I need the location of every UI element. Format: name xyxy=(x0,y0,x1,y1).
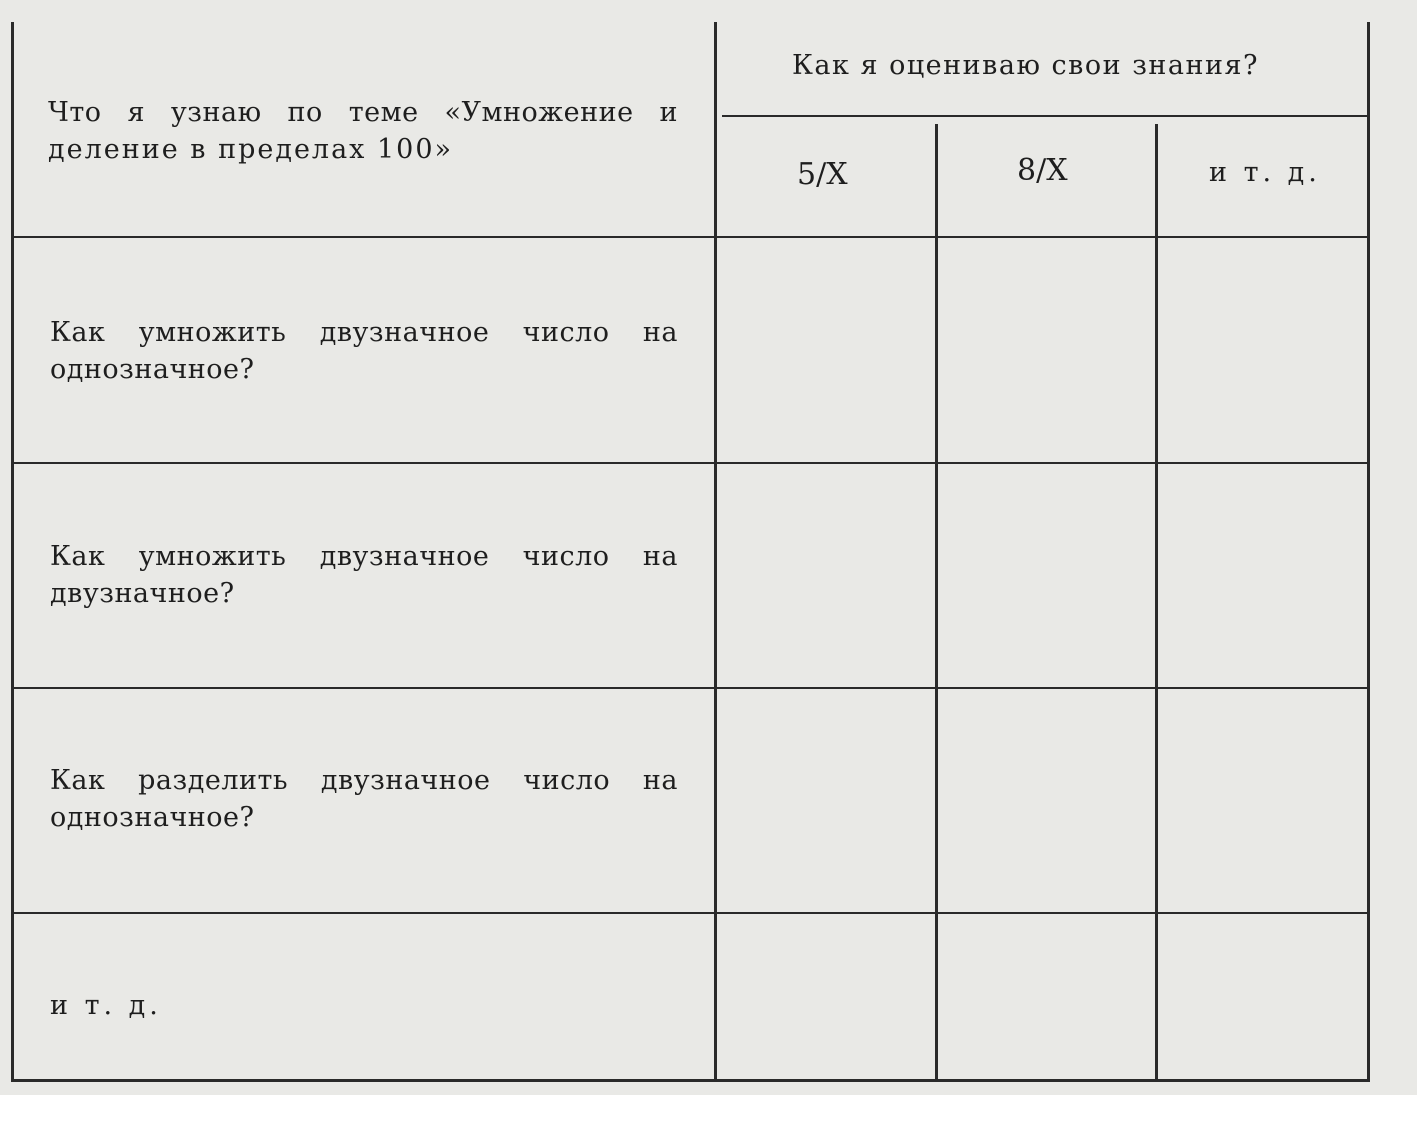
question-row-3 xyxy=(50,762,678,836)
grade-column-2-label: 8/X xyxy=(1017,153,1068,188)
header-topic-line-1: Что я узнаю по теме «Умножение и xyxy=(48,97,678,128)
grade-column-3-label: и т. д. xyxy=(1209,157,1321,188)
row-divider-4 xyxy=(14,912,1370,914)
question-row-1-line-1: Как умножить двузначное число на xyxy=(50,317,678,348)
row-divider-3 xyxy=(14,687,1370,689)
row-divider-1 xyxy=(14,236,1370,238)
question-row-3-line-2: однозначное? xyxy=(50,802,255,833)
header-topic xyxy=(48,94,678,168)
question-row-3-line-1: Как разделить двузначное число на xyxy=(50,765,678,796)
header-topic-line-2: деление в пределах 100» xyxy=(48,134,454,165)
assessment-title: Как я оцениваю свои знания? xyxy=(792,50,1260,81)
row-divider-2 xyxy=(14,462,1370,464)
self-assessment-table xyxy=(11,22,1370,1082)
question-row-4: и т. д. xyxy=(50,990,162,1021)
column-divider-main xyxy=(714,22,717,1079)
question-row-2 xyxy=(50,538,678,612)
grade-column-1-label: 5/X xyxy=(797,157,848,192)
header-subdivider xyxy=(722,115,1370,117)
column-divider-grade-2 xyxy=(1155,124,1158,1079)
question-row-2-line-2: двузначное? xyxy=(50,578,235,609)
column-divider-grade-1 xyxy=(935,124,938,1079)
question-row-1-line-2: однозначное? xyxy=(50,354,255,385)
question-row-2-line-1: Как умножить двузначное число на xyxy=(50,541,678,572)
question-row-1 xyxy=(50,314,678,388)
